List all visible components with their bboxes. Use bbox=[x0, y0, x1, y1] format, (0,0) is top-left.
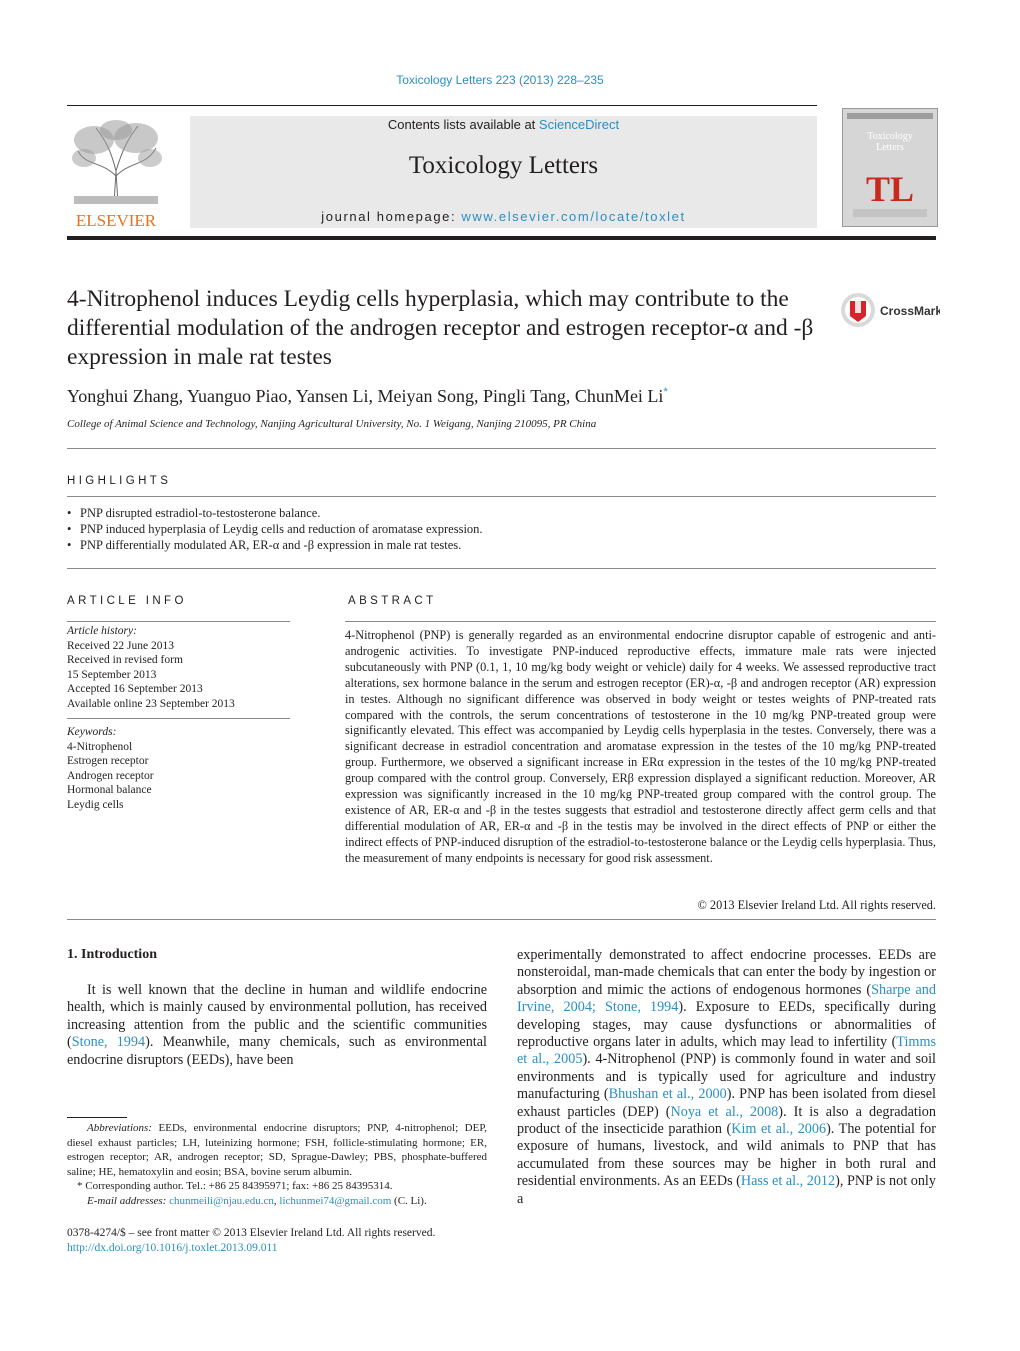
journal-homepage-link[interactable]: www.elsevier.com/locate/toxlet bbox=[461, 209, 686, 224]
abstract-heading: ABSTRACT bbox=[348, 595, 437, 607]
title-beta: β bbox=[801, 315, 814, 341]
email-footnote bbox=[67, 1194, 487, 1209]
homepage-prefix: journal homepage: bbox=[321, 209, 462, 224]
citation-link[interactable]: Hass et al., 2012 bbox=[740, 1173, 836, 1190]
cover-monogram: TL bbox=[865, 169, 915, 209]
keyword: Hormonal balance bbox=[67, 784, 152, 796]
contents-prefix: Contents lists available at bbox=[387, 117, 539, 132]
article-info-heading: ARTICLE INFO bbox=[67, 595, 187, 607]
citation-link[interactable]: Kim et al., 2006 bbox=[731, 1121, 827, 1138]
citation-link[interactable]: Noya et al., 2008 bbox=[670, 1103, 779, 1120]
keyword: Estrogen receptor bbox=[67, 755, 149, 767]
divider bbox=[345, 621, 936, 622]
email-separator: , bbox=[273, 1194, 280, 1207]
divider bbox=[67, 621, 290, 622]
history-item: Available online 23 September 2013 bbox=[67, 697, 235, 710]
corresponding-footnote: * Corresponding author. Tel.: +86 25 84395971; fax: +86 25 84395314. bbox=[77, 1180, 393, 1193]
title-part-3: expression in male rat testes bbox=[67, 344, 332, 370]
section-heading-introduction: 1. Introduction bbox=[67, 947, 157, 962]
citation-link[interactable]: Sharpe and Irvine, 2004; Stone, 1994 bbox=[517, 981, 936, 1016]
intro-text: ). PNP has been isolated from diesel exhaust particles (DEP) ( bbox=[517, 1086, 937, 1120]
title-part-1: 4-Nitrophenol induces Leydig cells hyperplasia, which may contribute to the differential modulation of the androgen receptor and estrogen receptor- bbox=[67, 286, 789, 341]
divider bbox=[67, 496, 936, 497]
title-alpha: α bbox=[735, 315, 748, 341]
intro-right-column bbox=[517, 947, 936, 1208]
email-link[interactable]: chunmeili@njau.edu.cn bbox=[169, 1194, 274, 1207]
history-item: Received 22 June 2013 bbox=[67, 639, 174, 652]
issn-line: 0378-4274/$ – see front matter © 2013 Elsevier Ireland Ltd. All rights reserved. bbox=[67, 1227, 436, 1239]
article-title bbox=[67, 285, 827, 372]
cover-title-1: Toxicology bbox=[867, 131, 913, 142]
crossmark-badge[interactable] bbox=[840, 290, 940, 330]
divider bbox=[67, 919, 936, 920]
intro-text: ). Meanwhile, many chemicals, such as environmental endocrine disruptors (EEDs), have been bbox=[67, 1034, 487, 1068]
abbreviations-footnote bbox=[67, 1121, 487, 1179]
author-list bbox=[67, 386, 668, 407]
journal-cover-thumbnail[interactable] bbox=[842, 108, 938, 227]
header-rule bbox=[67, 105, 817, 106]
divider bbox=[67, 718, 290, 719]
crossmark-icon bbox=[840, 290, 940, 330]
elsevier-wordmark: ELSEVIER bbox=[75, 211, 157, 230]
highlight-item: • PNP induced hyperplasia of Leydig cells and reduction of aromatase expression. bbox=[67, 521, 483, 537]
journal-cover-image bbox=[843, 109, 937, 226]
sciencedirect-link[interactable]: ScienceDirect bbox=[538, 117, 620, 132]
issn-block bbox=[67, 1226, 435, 1255]
citation-link[interactable]: Bhushan et al., 2000 bbox=[608, 1086, 727, 1103]
keywords-label: Keywords: bbox=[67, 726, 117, 738]
cover-title-2: Letters bbox=[876, 142, 904, 153]
history-item: 15 September 2013 bbox=[67, 668, 157, 681]
crossmark-label: CrossMark bbox=[880, 304, 940, 318]
intro-text: It is well known that the decline in human and wildlife endocrine health, which is mainly caused by environmental pollution, has received increasing attention from the public and the scientific communities ( bbox=[67, 982, 487, 1051]
email-link[interactable]: lichunmei74@gmail.com bbox=[279, 1194, 392, 1207]
article-info bbox=[67, 624, 290, 812]
highlights-list bbox=[67, 505, 483, 554]
doi-link[interactable]: http://dx.doi.org/10.1016/j.toxlet.2013.09.011 bbox=[67, 1241, 278, 1254]
intro-text: ). It is also a degradation product of the insecticide parathion ( bbox=[517, 1103, 936, 1138]
keyword: Leydig cells bbox=[67, 798, 124, 811]
elsevier-logo[interactable] bbox=[66, 116, 166, 230]
highlights-heading: HIGHLIGHTS bbox=[67, 475, 172, 487]
contents-line bbox=[190, 117, 817, 132]
affiliation: College of Animal Science and Technology, Nanjing Agricultural University, No. 1 Weigang, Nanjing 210095, PR China bbox=[67, 418, 597, 430]
history-item: Accepted 16 September 2013 bbox=[67, 683, 203, 695]
abbreviations-label: Abbreviations: bbox=[87, 1122, 152, 1134]
footnotes bbox=[67, 1121, 487, 1209]
journal-title: Toxicology Letters bbox=[408, 152, 599, 179]
highlight-item: • PNP disrupted estradiol-to-testosterone balance. bbox=[67, 505, 483, 521]
keyword: Androgen receptor bbox=[67, 769, 154, 782]
email-suffix: (C. Li). bbox=[391, 1194, 427, 1207]
highlight-item: • PNP differentially modulated AR, ER-α and -β expression in male rat testes. bbox=[67, 537, 483, 553]
intro-text: ). Exposure to EEDs, specifically during developing stages, may cause dysfunctions or abnormalities of reproductive organs later in adults, which may lead to infertility ( bbox=[517, 999, 936, 1051]
intro-text: experimentally demonstrated to affect endocrine processes. EEDs are nonsteroidal, man-made chemicals that can enter the body by ingestion or absorption and mimic the actions of endogenous hormones ( bbox=[517, 947, 936, 998]
corresponding-author-link[interactable]: * bbox=[663, 386, 668, 398]
journal-homepage-line bbox=[190, 209, 817, 224]
intro-text: ). The potential for exposure of humans, livestock, and wild animals to PNP that has accumulated from these sources may be higher in both rural and residential environments. As an EEDs ( bbox=[517, 1121, 936, 1190]
intro-text: ). 4-Nitrophenol (PNP) is commonly found in water and soil environments and is typically used for agriculture and industry manufacturing ( bbox=[517, 1051, 936, 1103]
journal-reference-link[interactable]: Toxicology Letters 223 (2013) 228–235 bbox=[396, 73, 604, 87]
abstract-copyright: © 2013 Elsevier Ireland Ltd. All rights reserved. bbox=[697, 898, 936, 912]
citation-link[interactable]: Timms et al., 2005 bbox=[517, 1034, 936, 1068]
divider bbox=[67, 568, 936, 569]
history-item: Received in revised form bbox=[67, 654, 183, 666]
citation-link[interactable]: Stone, 1994 bbox=[71, 1034, 146, 1051]
footnote-rule bbox=[67, 1117, 127, 1118]
history-label: Article history: bbox=[67, 625, 137, 637]
email-label: E-mail addresses: bbox=[87, 1194, 167, 1207]
header-thick-rule bbox=[67, 236, 936, 240]
divider bbox=[67, 448, 936, 449]
intro-text: ), PNP is not only a bbox=[517, 1173, 936, 1207]
abbreviations-text: EEDs, environmental endocrine disruptors; PNP, 4-nitrophenol; DEP, diesel exhaust particles; LH, luteinizing hormone; FSH, follicle-stimulating hormone; ER, estrogen receptor; AR, androgen receptor; SD, Sprague-Dawley; PBS, phosphate-buffered saline; HE, hematoxylin and eosin; BSA, bovine serum albumin. bbox=[67, 1122, 487, 1178]
keyword: 4-Nitrophenol bbox=[67, 740, 133, 753]
author-names: Yonghui Zhang, Yuanguo Piao, Yansen Li, Meiyan Song, Pingli Tang, ChunMei Li bbox=[67, 386, 664, 406]
abstract-text: 4-Nitrophenol (PNP) is generally regarded as an environmental endocrine disruptor capable of estrogenic and anti-androgenic activities. To investigate PNP-induced reproductive effects, immature male rats were injected subcutaneously with PNP (0.1, 1, 10 mg/kg body weight or vehicle) daily for 4 weeks. We assessed reproductive tract alterations, sex hormone balance in the serum and estrogen receptor (ER)-α, -β and androgen receptor (AR) expression in testes. Although no significant difference was observed in body weight or testes weights of PNP-treated rats compared with the controls, the serum concentrations of testosterone in the 10 mg/kg PNP-treated group were significantly elevated. This effect was accompanied by Leydig cells hyperplasia in the testes. Conversely, there was a significant decrease in estradiol concentration and aromatase expression in the testes of the 10 mg/kg PNP-treated group. Furthermore, we observed a significant increase in ERα expression in the testes of the 10 mg/kg PNP-treated group compared with the control group. Conversely, ERβ expression displayed a significant reduction. Moreover, AR expression was significantly increased in the 10 mg/kg PNP-treated group compared with the control group. The existence of AR, ER-α and -β in the testes suggests that estradiol and testosterone directly affect germ cells and that differential modulation of AR, ER-α and -β in the testis may be involved in the direct effects of PNP or either the indirect effects of PNP-induced disruption of the estradiol-to-testosterone balance or the Leydig cells hyperplasia. Thus, the measurement of many endpoints is necessary for good risk assessment. bbox=[345, 628, 936, 865]
elsevier-tree-icon bbox=[66, 116, 166, 230]
title-part-2: and - bbox=[747, 315, 802, 341]
intro-left-column bbox=[67, 982, 487, 1069]
